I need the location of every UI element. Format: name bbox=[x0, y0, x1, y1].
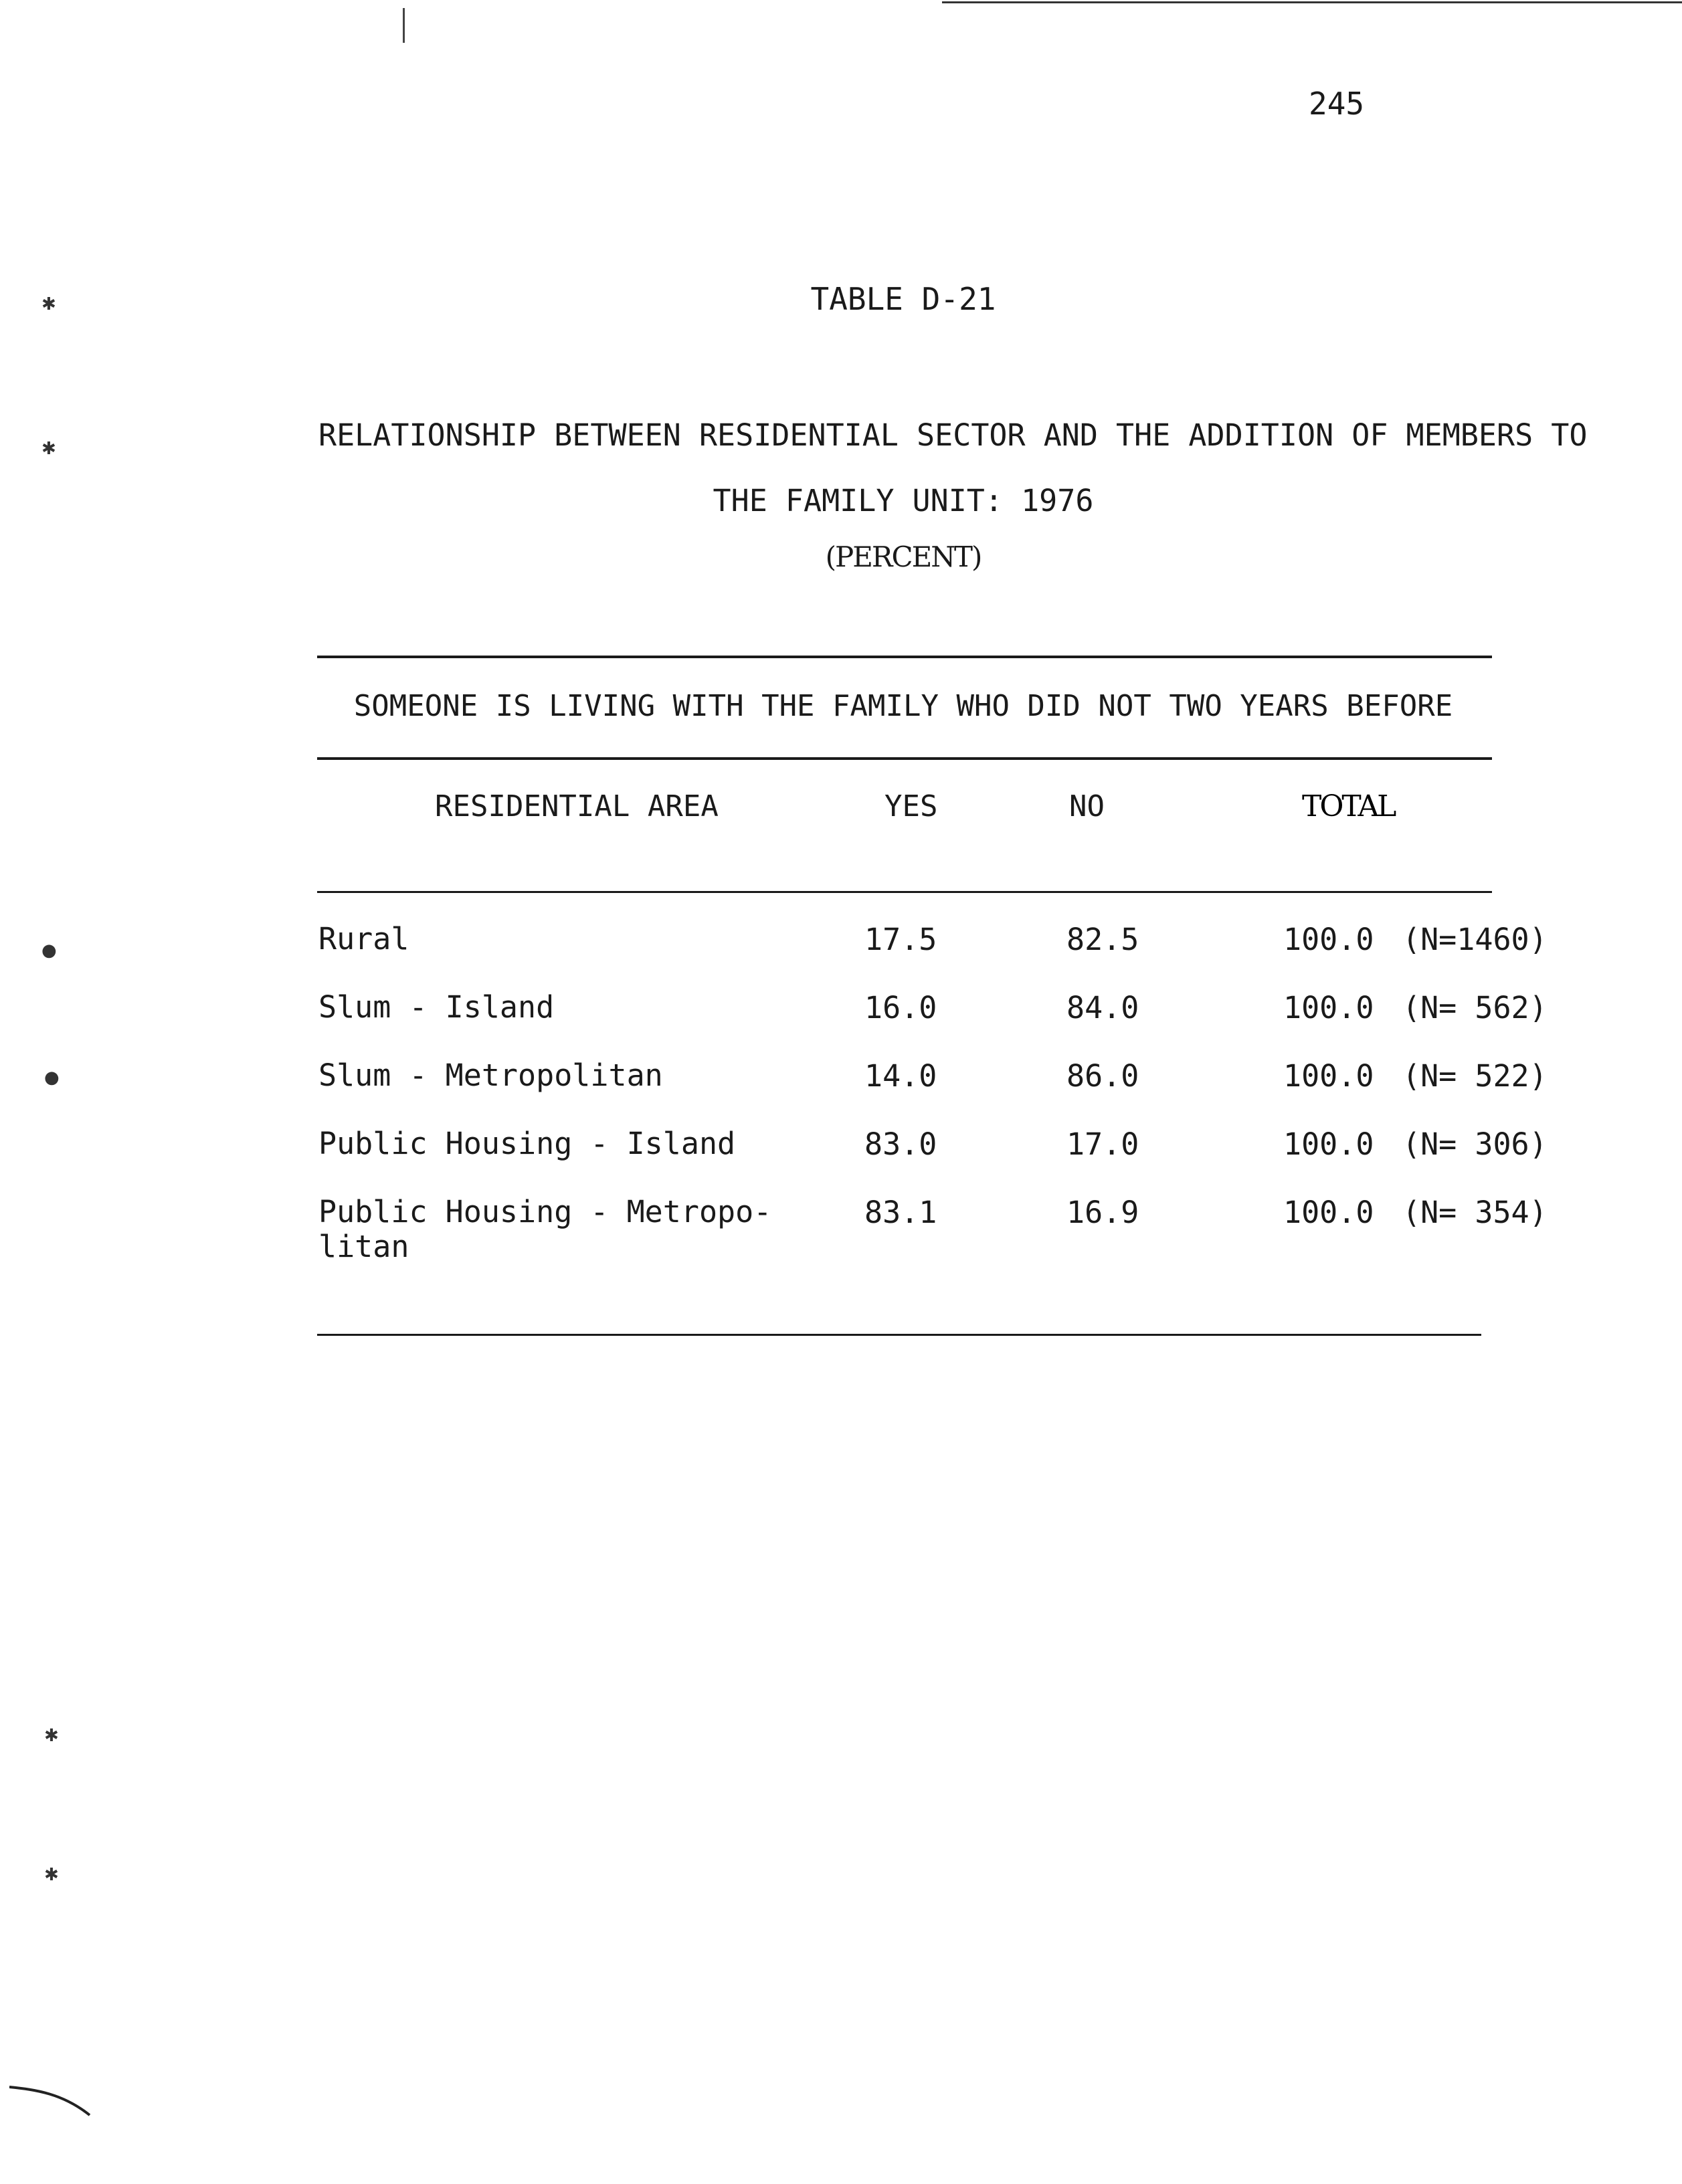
scan-edge-line bbox=[942, 1, 1682, 3]
cell-area: Slum - Island bbox=[318, 989, 555, 1025]
cell-n: (N=1460) bbox=[1402, 922, 1548, 957]
table-top-rule bbox=[317, 656, 1492, 658]
cell-n: (N= 354) bbox=[1402, 1195, 1548, 1230]
cell-n: (N= 522) bbox=[1402, 1058, 1548, 1094]
cell-area: Public Housing - Metropo- litan bbox=[318, 1194, 772, 1264]
cell-no: 84.0 bbox=[1066, 990, 1139, 1025]
table-row bbox=[0, 1126, 1682, 1187]
cell-no: 17.0 bbox=[1066, 1126, 1139, 1162]
binding-hole-mark: ✱ bbox=[41, 294, 56, 314]
cell-yes: 83.0 bbox=[864, 1126, 937, 1162]
header-total: TOTAL bbox=[1302, 789, 1395, 823]
cell-no: 16.9 bbox=[1066, 1195, 1139, 1230]
cell-no: 82.5 bbox=[1066, 922, 1139, 957]
header-rule bbox=[317, 891, 1492, 893]
table-row bbox=[0, 922, 1682, 982]
header-residential-area: RESIDENTIAL AREA bbox=[435, 789, 719, 823]
table-row bbox=[0, 990, 1682, 1050]
cell-no: 86.0 bbox=[1066, 1058, 1139, 1094]
cell-yes: 83.1 bbox=[864, 1195, 937, 1230]
column-spanner-heading: SOMEONE IS LIVING WITH THE FAMILY WHO DID NOT TWO YEARS BEFORE bbox=[353, 689, 1453, 723]
cell-total: 100.0 bbox=[1283, 922, 1374, 957]
table-label: TABLE D-21 bbox=[810, 281, 996, 317]
cell-yes: 16.0 bbox=[864, 990, 937, 1025]
binding-hole-mark: ✱ bbox=[44, 1865, 59, 1885]
scan-mark-top bbox=[403, 8, 405, 43]
table-row bbox=[0, 1195, 1682, 1275]
header-yes: YES bbox=[884, 789, 938, 823]
cell-n: (N= 306) bbox=[1402, 1126, 1548, 1162]
cell-total: 100.0 bbox=[1283, 1195, 1374, 1230]
table-unit: (PERCENT) bbox=[825, 540, 982, 573]
binding-hole-mark: ● bbox=[44, 1068, 60, 1088]
cell-area: Slum - Metropolitan bbox=[318, 1058, 663, 1093]
table-title-line-2: THE FAMILY UNIT: 1976 bbox=[713, 483, 1094, 518]
table-row bbox=[0, 1058, 1682, 1118]
header-no: NO bbox=[1069, 789, 1105, 823]
table-title-line-1: RELATIONSHIP BETWEEN RESIDENTIAL SECTOR AND THE ADDITION OF MEMBERS TO bbox=[318, 417, 1588, 453]
page-number: 245 bbox=[1309, 86, 1365, 122]
cell-yes: 14.0 bbox=[864, 1058, 937, 1094]
table-bottom-rule bbox=[317, 1334, 1481, 1336]
cell-n: (N= 562) bbox=[1402, 990, 1548, 1025]
cell-area: Rural bbox=[318, 921, 409, 957]
cell-yes: 17.5 bbox=[864, 922, 937, 957]
binding-hole-mark: ● bbox=[41, 940, 57, 961]
cell-total: 100.0 bbox=[1283, 1126, 1374, 1162]
spanner-rule bbox=[317, 757, 1492, 760]
cell-total: 100.0 bbox=[1283, 990, 1374, 1025]
binding-hole-mark: ✱ bbox=[44, 1726, 59, 1746]
cell-area: Public Housing - Island bbox=[318, 1126, 736, 1161]
binding-hole-mark: ✱ bbox=[41, 439, 56, 459]
scan-artifact-stroke bbox=[9, 2080, 96, 2120]
cell-total: 100.0 bbox=[1283, 1058, 1374, 1094]
